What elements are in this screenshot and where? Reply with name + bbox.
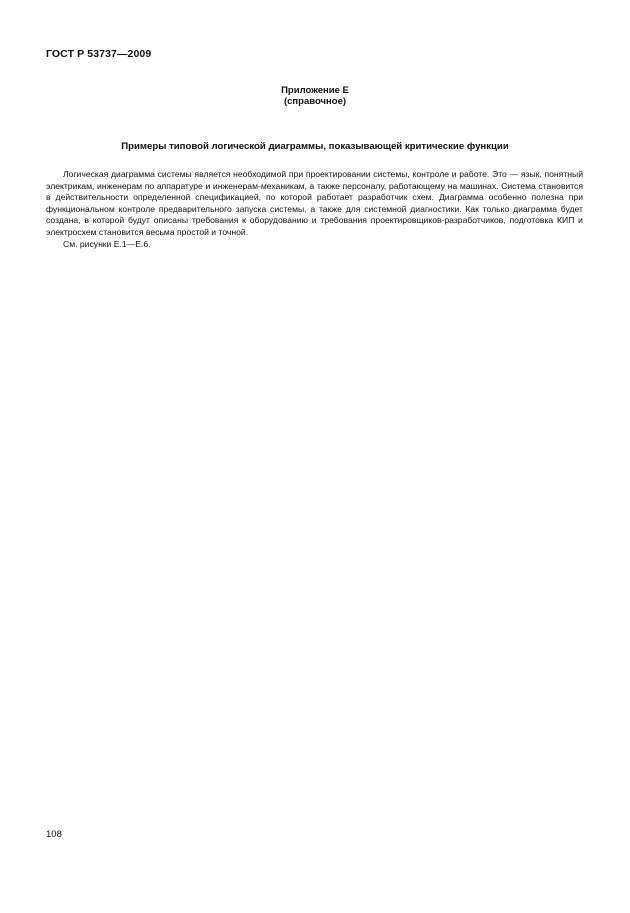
page-number: 108 [46,829,62,840]
appendix-heading [0,85,630,107]
paragraph-2: См. рисунки Е.1—Е.6. [63,238,151,249]
appendix-subtitle: (справочное) [283,96,347,107]
standard-code: ГОСТ Р 53737—2009 [46,48,152,60]
appendix-title: Приложение Е [281,85,349,96]
paragraph-1: Логическая диаграмма системы является необходимой при проектировании системы, контроле и работе. Это — язык, понятный электрикам, инженерам по аппаратуре и инженерам-механикам, а также персоналу, работающему на машинах. Система становится в действительности определенной спецификацией, по которой работает разработчик схем. Диаграмма особенно полезна при функциональном контроле предварительного запуска системы, а также для системной диагностики. Как только диаграмма будет создана, в которой будут описаны требования к оборудованию и требования проектировщиков-разработчиков, подготовка КИП и электросхем становится весьма простой и точной. [46,169,583,237]
body-text [46,169,583,250]
section-title: Примеры типовой логической диаграммы, показывающей критические функции [121,141,509,152]
